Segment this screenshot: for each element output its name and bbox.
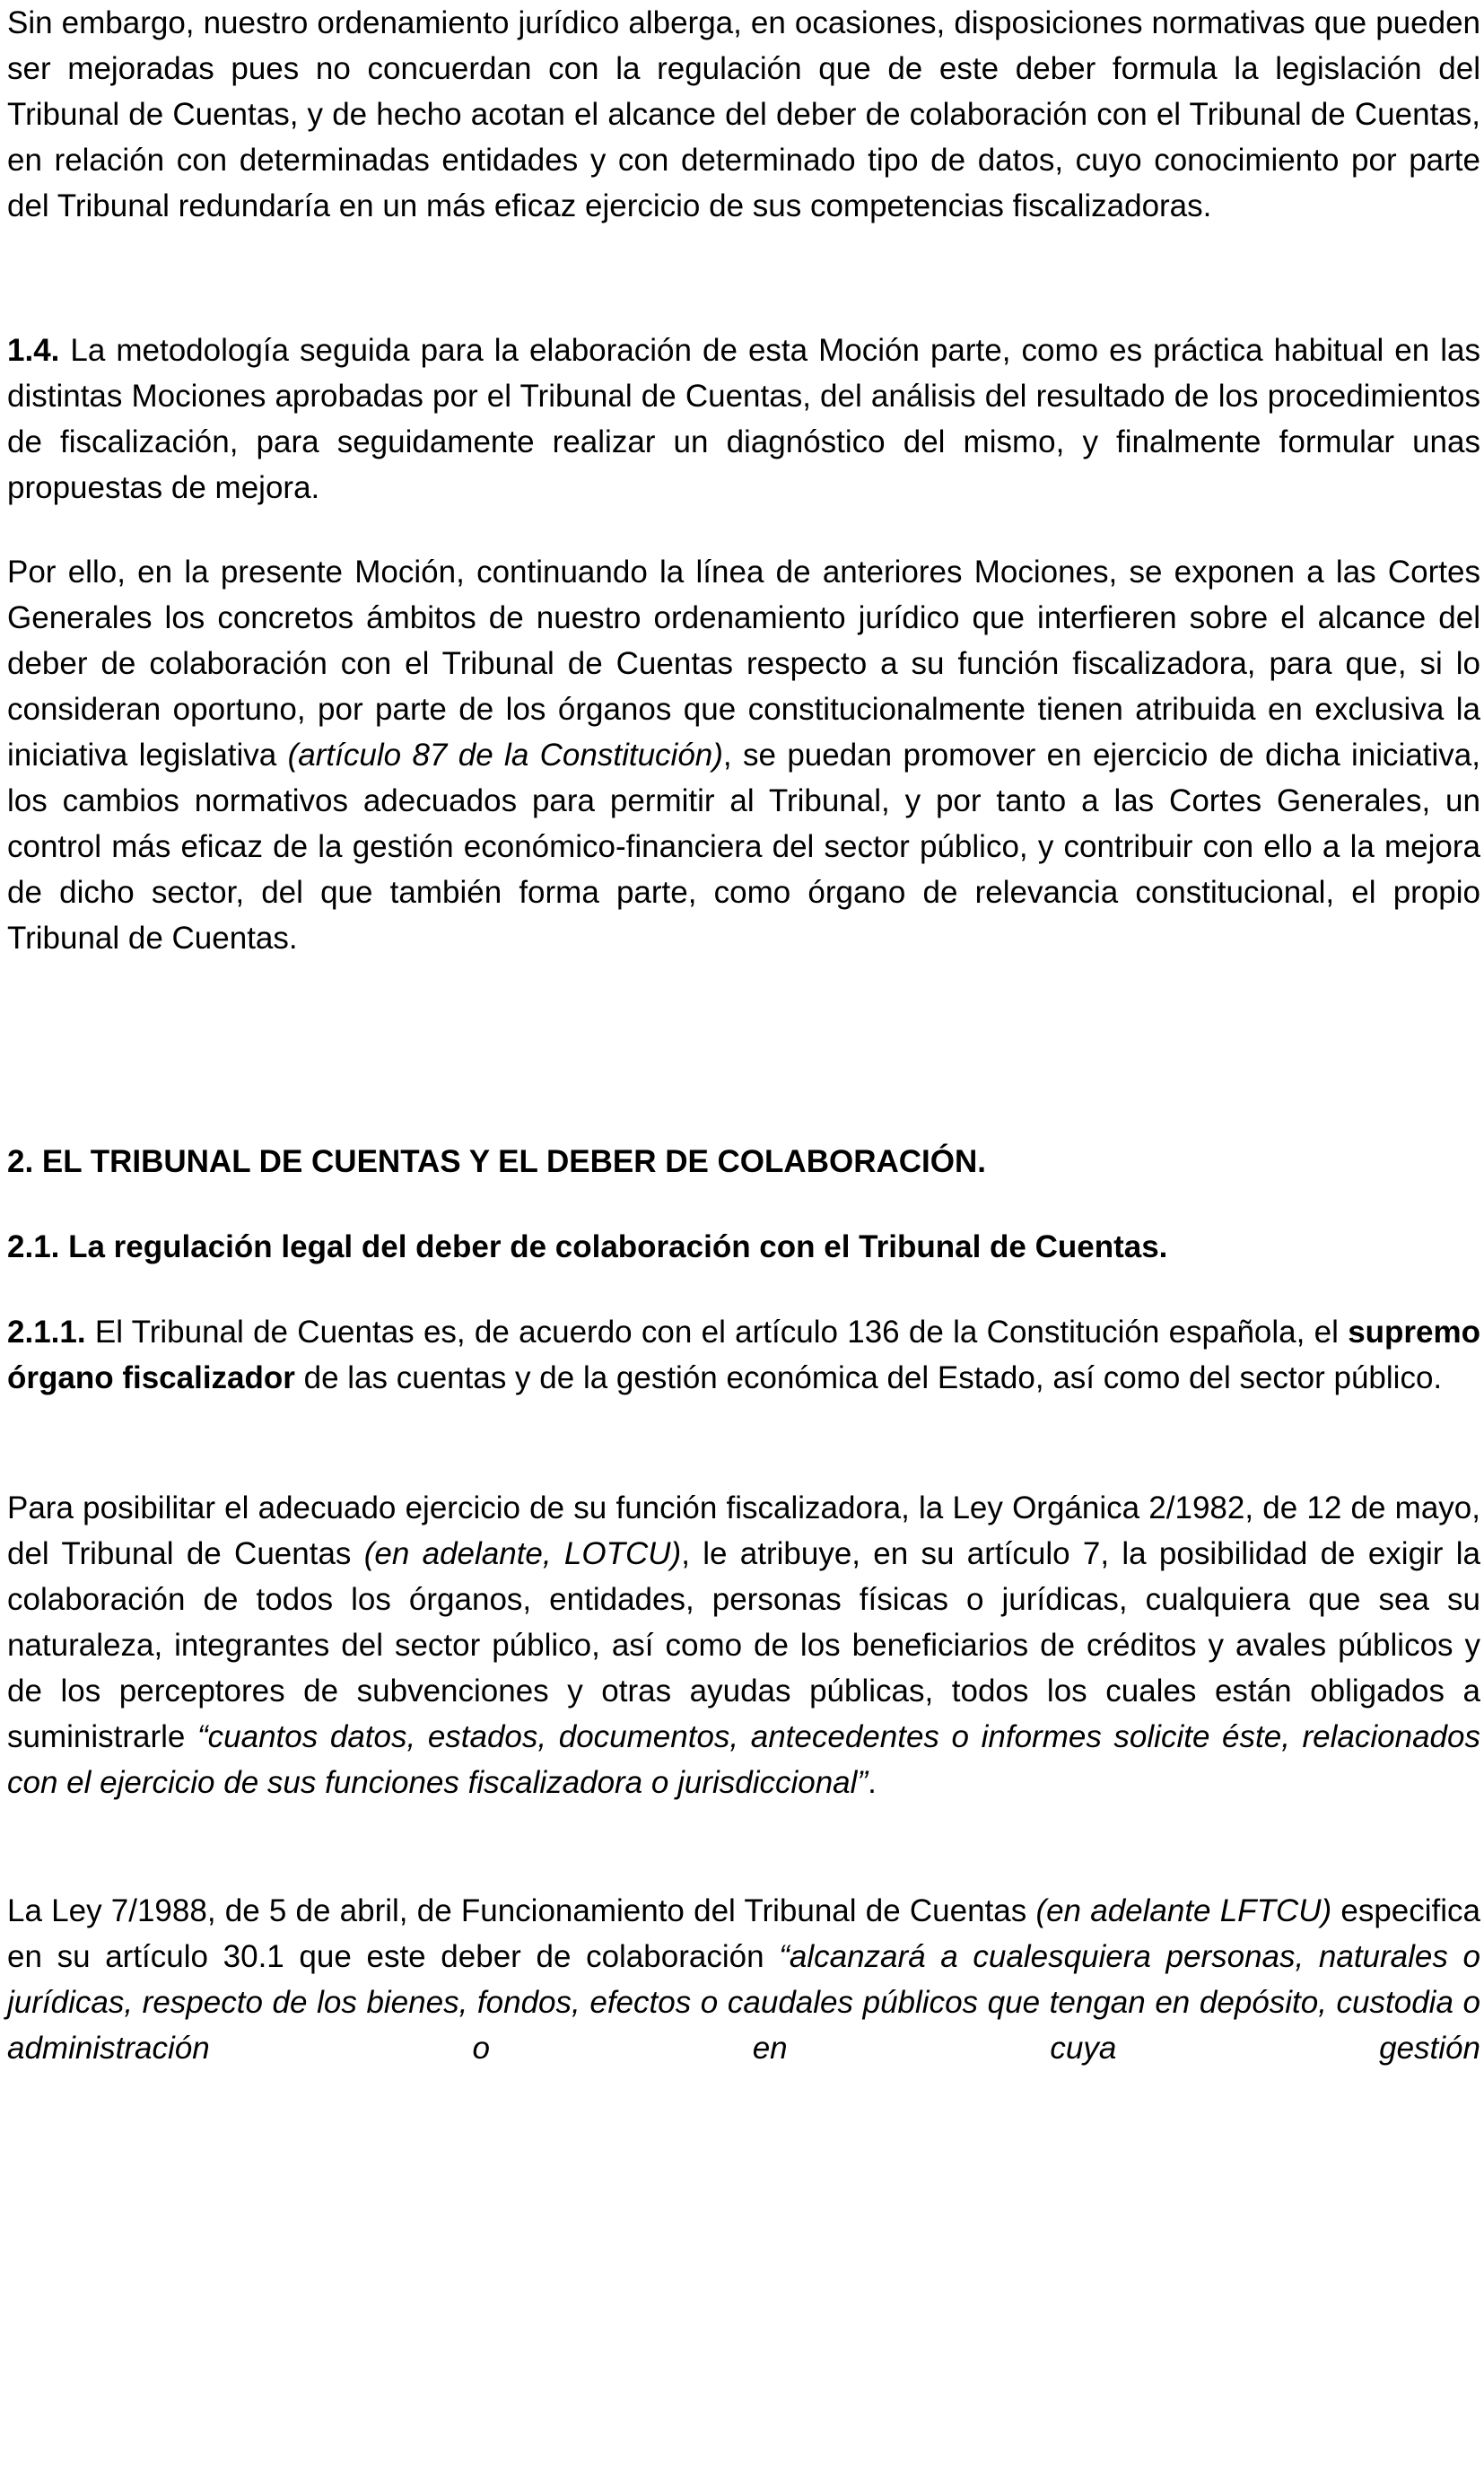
citation-lotcu: (en adelante, LOTCU) — [363, 1536, 682, 1571]
paragraph-lftcu — [7, 1888, 1480, 2117]
section-number-1-4: 1.4. — [7, 333, 60, 368]
paragraph-lftcu-text-a: La Ley 7/1988, de 5 de abril, de Funcionamiento del Tribunal de Cuentas — [7, 1893, 1036, 1928]
paragraph-lotcu-text-b: , le atribuye, en su artículo 7, la posibilidad de exigir la colaboración de todos los órganos, entidades, personas físicas o jurídicas, cualquiera que sea su naturaleza, integrantes del sector público, así como de los beneficiarios de créditos y avales públicos y de los perceptores de subvenciones y otras ayudas públicas, todos los cuales están obligados a suministrarle — [7, 1536, 1481, 1754]
paragraph-por-ello-text-b: , se puedan promover en ejercicio de dicha iniciativa, los cambios normativos adecuados para permitir al Tribunal, y por tanto a las Cortes Generales, un control más eficaz de la gestión económico-financiera del sector público, y contribuir con ello a la mejora de dicho sector, del que también forma parte, como órgano de relevancia constitucional, el propio Tribunal de Cuentas. — [7, 738, 1480, 956]
paragraph-intro — [7, 0, 1480, 229]
heading-section-2-1: 2.1. La regulación legal del deber de colaboración con el Tribunal de Cuentas. — [7, 1229, 1168, 1264]
section-number-2-1-1: 2.1.1. — [7, 1315, 86, 1350]
paragraph-lftcu-text-b: especifica en su artículo 30.1 que este deber de colaboración — [7, 1893, 1480, 1974]
paragraph-lotcu — [7, 1485, 1480, 1805]
paragraph-2-1-1-text-a: El Tribunal de Cuentas es, de acuerdo con el artículo 136 de la Constitución española, el — [85, 1315, 1349, 1350]
citation-lftcu: (en adelante LFTCU) — [1035, 1893, 1332, 1928]
quote-lotcu-article-7: “cuantos datos, estados, documentos, antecedentes o informes solicite éste, relacionados con el ejercicio de sus funciones fiscalizadora o jurisdiccional” — [7, 1719, 1480, 1800]
heading-section-2: 2. EL TRIBUNAL DE CUENTAS Y EL DEBER DE COLABORACIÓN. — [7, 1144, 986, 1179]
paragraph-por-ello-text-a: Por ello, en la presente Moción, continuando la línea de anteriores Mociones, se exponen a las Cortes Generales los concretos ámbitos de nuestro ordenamiento jurídico que interfieren sobre el alcance del deber de colaboración con el Tribunal de Cuentas respecto a su función fiscalizadora, para que, si lo consideran oportuno, por parte de los órganos que constitucionalmente tienen atribuida en exclusiva la iniciativa legislativa — [7, 555, 1480, 773]
paragraph-por-ello — [7, 549, 1480, 961]
paragraph-1-4 — [7, 328, 1480, 511]
quote-lftcu-article-30: “alcanzará a cualesquiera personas, naturales o jurídicas, respecto de los bienes, fondos, efectos o caudales públicos que tengan en depósito, custodia o administración o en cuya gestión — [7, 1939, 1480, 2066]
paragraph-2-1-1 — [7, 1309, 1480, 1401]
paragraph-lotcu-text-a: Para posibilitar el adecuado ejercicio de su función fiscalizadora, la Ley Orgánica 2/1982, de 12 de mayo, del Tribunal de Cuentas — [7, 1490, 1480, 1571]
paragraph-2-1-1-text-b: de las cuentas y de la gestión económica del Estado, así como del sector público. — [294, 1360, 1443, 1395]
paragraph-lotcu-text-c: . — [868, 1765, 877, 1800]
paragraph-1-4-text: La metodología seguida para la elaboración de esta Moción parte, como es práctica habitual en las distintas Mociones aprobadas por el Tribunal de Cuentas, del análisis del resultado de los procedimientos de fiscalización, para seguidamente realizar un diagnóstico del mismo, y finalmente formular unas propuestas de mejora. — [7, 333, 1480, 505]
paragraph-intro-text: Sin embargo, nuestro ordenamiento jurídico alberga, en ocasiones, disposiciones normativas que pueden ser mejoradas pues no concuerdan con la regulación que de este deber formula la legislación del Tribunal de Cuentas, y de hecho acotan el alcance del deber de colaboración con el Tribunal de Cuentas, en relación con determinadas entidades y con determinado tipo de datos, cuyo conocimiento por parte del Tribunal redundaría en un más eficaz ejercicio de sus competencias fiscalizadoras. — [7, 5, 1480, 223]
emphasis-supremo-organo: supremo órgano fiscalizador — [7, 1315, 1480, 1395]
citation-articulo-87: (artículo 87 de la Constitución) — [287, 738, 723, 773]
document-page — [7, 0, 1480, 2491]
